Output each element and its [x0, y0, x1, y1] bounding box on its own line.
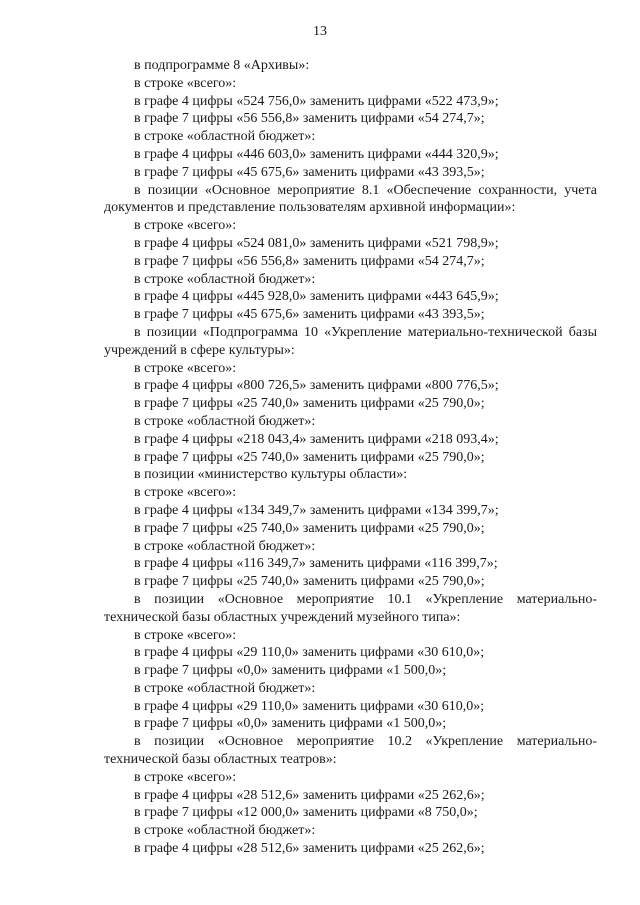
- text-line: в графе 7 цифры «0,0» заменить цифрами «1 500,0»;: [134, 663, 447, 679]
- text-line: в строке «областной бюджет»:: [134, 271, 316, 287]
- text-line: в графе 7 цифры «12 000,0» заменить цифрами «8 750,0»;: [134, 805, 478, 821]
- text-line: в строке «всего»:: [134, 485, 237, 501]
- text-line: в позиции «министерство культуры области»:: [134, 467, 408, 483]
- text-line: в графе 7 цифры «0,0» заменить цифрами «1 500,0»;: [134, 716, 447, 732]
- text-line: в графе 7 цифры «56 556,8» заменить цифрами «54 274,7»;: [134, 111, 485, 127]
- text-line: в графе 7 цифры «45 675,6» заменить цифрами «43 393,5»;: [134, 164, 485, 180]
- text-line: в графе 4 цифры «28 512,6» заменить цифрами «25 262,6»;: [134, 787, 485, 803]
- document-body: [104, 57, 597, 858]
- text-line: в строке «областной бюджет»:: [134, 413, 316, 429]
- text-line: в графе 4 цифры «446 603,0» заменить цифрами «444 320,9»;: [134, 146, 499, 162]
- text-line: в графе 4 цифры «134 349,7» заменить цифрами «134 399,7»;: [134, 502, 499, 518]
- text-line: в графе 4 цифры «29 110,0» заменить цифрами «30 610,0»;: [134, 698, 485, 714]
- text-line: в графе 7 цифры «25 740,0» заменить цифрами «25 790,0»;: [134, 449, 485, 465]
- text-line: в графе 4 цифры «116 349,7» заменить цифрами «116 399,7»;: [134, 556, 498, 572]
- text-line: в графе 4 цифры «524 756,0» заменить цифрами «522 473,9»;: [134, 93, 499, 109]
- text-line: в графе 7 цифры «25 740,0» заменить цифрами «25 790,0»;: [134, 574, 485, 590]
- text-line: в строке «всего»:: [134, 360, 237, 376]
- text-line: в графе 4 цифры «28 512,6» заменить цифрами «25 262,6»;: [134, 841, 485, 857]
- text-line: в графе 7 цифры «45 675,6» заменить цифрами «43 393,5»;: [134, 307, 485, 323]
- text-line: в графе 4 цифры «218 043,4» заменить цифрами «218 093,4»;: [134, 431, 499, 447]
- text-line: в строке «областной бюджет»:: [134, 823, 316, 839]
- text-line: в графе 4 цифры «800 726,5» заменить цифрами «800 776,5»;: [134, 378, 499, 394]
- text-line: в графе 4 цифры «524 081,0» заменить цифрами «521 798,9»;: [134, 235, 499, 251]
- text-paragraph: в позиции «Основное мероприятие 10.1 «Укрепление материально-технической базы областных учреждений музейного типа»:: [104, 591, 597, 625]
- text-line: в графе 7 цифры «25 740,0» заменить цифрами «25 790,0»;: [134, 520, 485, 536]
- text-line: в строке «областной бюджет»:: [134, 538, 316, 554]
- text-line: в строке «всего»:: [134, 627, 237, 643]
- text-line: в строке «областной бюджет»:: [134, 680, 316, 696]
- text-line: в графе 7 цифры «25 740,0» заменить цифрами «25 790,0»;: [134, 396, 485, 412]
- text-paragraph: в позиции «Основное мероприятие 8.1 «Обеспечение сохранности, учета документов и представление пользователям архивной информации»:: [104, 182, 597, 216]
- text-line: в графе 4 цифры «445 928,0» заменить цифрами «443 645,9»;: [134, 289, 499, 305]
- text-paragraph: в позиции «Подпрограмма 10 «Укрепление материально-технической базы учреждений в сфере культуры»:: [104, 324, 597, 358]
- text-line: в строке «всего»:: [134, 75, 237, 91]
- text-line: в строке «всего»:: [134, 218, 237, 234]
- page-number: 13: [313, 24, 327, 39]
- text-line: в строке «всего»:: [134, 769, 237, 785]
- text-line: в строке «областной бюджет»:: [134, 129, 316, 145]
- text-line: в графе 7 цифры «56 556,8» заменить цифрами «54 274,7»;: [134, 253, 485, 269]
- text-line: в подпрограмме 8 «Архивы»:: [134, 58, 310, 73]
- text-line: в графе 4 цифры «29 110,0» заменить цифрами «30 610,0»;: [134, 645, 485, 661]
- text-paragraph: в позиции «Основное мероприятие 10.2 «Укрепление материально-технической базы областных театров»:: [104, 734, 597, 768]
